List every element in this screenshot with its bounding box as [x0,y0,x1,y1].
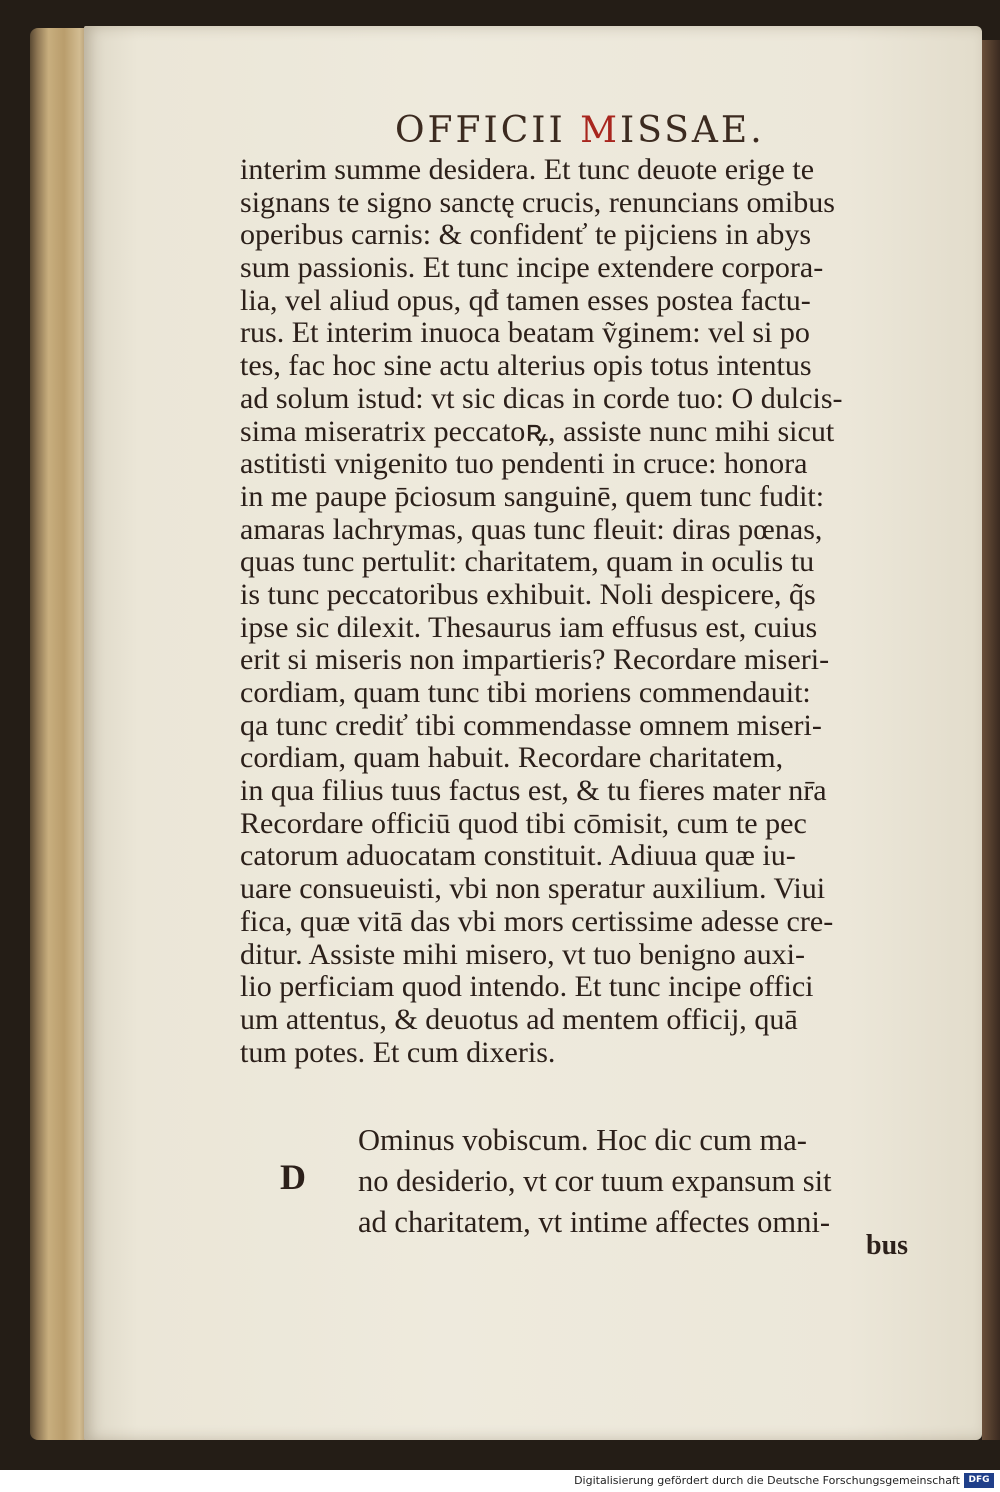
text-line: cordiam, quam habuit. Recordare charitatem, [240,740,784,775]
text-line: ad charitatem, vt intime affectes omni- [358,1205,831,1239]
text-line: in me paupe p̄ciosum sanguinē, quem tunc fudit: [240,478,825,513]
text-line: um attentus, & deuotus ad mentem officij, quā [240,1001,798,1036]
text-line: tes, fac hoc sine actu alterius opis totus intentus [240,348,812,383]
text-line: quas tunc pertulit: charitatem, quam in oculis tu [240,544,815,579]
text-line: Recordare officiū quod tibi cōmisit, cum te pec [240,805,807,840]
text-line: is tunc peccatoribus exhibuit. Noli despicere, q̃s [240,576,816,611]
text-line: amaras lachrymas, quas tunc fleuit: diras pœnas, [240,511,823,546]
text-line: ditur. Assiste mihi misero, vt tuo benigno auxi- [240,936,806,971]
text-line: signans te signo sanctę crucis, renuncians omibus [240,184,835,219]
body-text [240,153,940,1068]
book-edge [30,28,92,1440]
text-line: ipse sic dilexit. Thesaurus iam effusus est, cuius [240,609,818,644]
text-line: lia, vel aliud opus, qđ tamen esses postea factu- [240,282,811,317]
text-line: fica, quæ vitā das vbi mors certissime adesse cre- [240,903,834,938]
text-line: Ominus vobiscum. Hoc dic cum ma- [358,1123,807,1157]
text-line: in qua filius tuus factus est, & tu fieres mater nr̄a [240,773,827,808]
text-line: cordiam, quam tunc tibi moriens commendauit: [240,675,811,709]
text-line: tum potes. Et cum dixeris. [240,1034,556,1069]
text-line: uare consueuisti, vbi non speratur auxilium. Viui [240,871,826,906]
footer-credit: Digitalisierung gefördert durch die Deutsche Forschungsgemeinschaft [574,1474,960,1487]
header-prefix: OFFICII [395,110,581,151]
text-line: catorum aduocatam constituit. Adiuua quæ iu- [240,838,796,873]
dfg-logo: DFG [964,1473,994,1488]
header-red-letter: M [580,110,620,151]
text-line: operibus carnis: & confidenť te pijciens in abys [240,217,812,252]
text-line: no desiderio, vt cor tuum expansum sit [358,1164,832,1198]
text-line: ad solum istud: vt sic dicas in corde tuo: O dulcis- [240,380,843,415]
text-line: astitisti vnigenito tuo pendenti in cruce: honora [240,446,808,481]
header-suffix: ISSAE. [620,110,765,151]
text-line: interim summe desidera. Et tunc deuote erige te [240,152,815,186]
second-paragraph [240,1120,940,1243]
catchword: bus [866,1230,909,1261]
initial-letter: D [280,1157,306,1197]
text-line: qa tunc crediť tibi commendasse omnem miseri- [240,707,822,742]
text-line: sum passionis. Et tunc incipe extendere corpora- [240,250,824,285]
text-line: lio perficiam quod intendo. Et tunc incipe offici [240,969,814,1004]
text-line: erit si miseris non impartieris? Recordare miseri- [240,642,830,677]
book-right-edge [982,40,1000,1440]
text-line: sima miseratrix peccatoꝶ, assiste nunc mihi sicut [240,413,835,448]
running-header [395,110,765,151]
text-line: rus. Et interim inuoca beatam ṽginem: vel si po [240,315,810,350]
footer-bar [0,1470,1000,1492]
